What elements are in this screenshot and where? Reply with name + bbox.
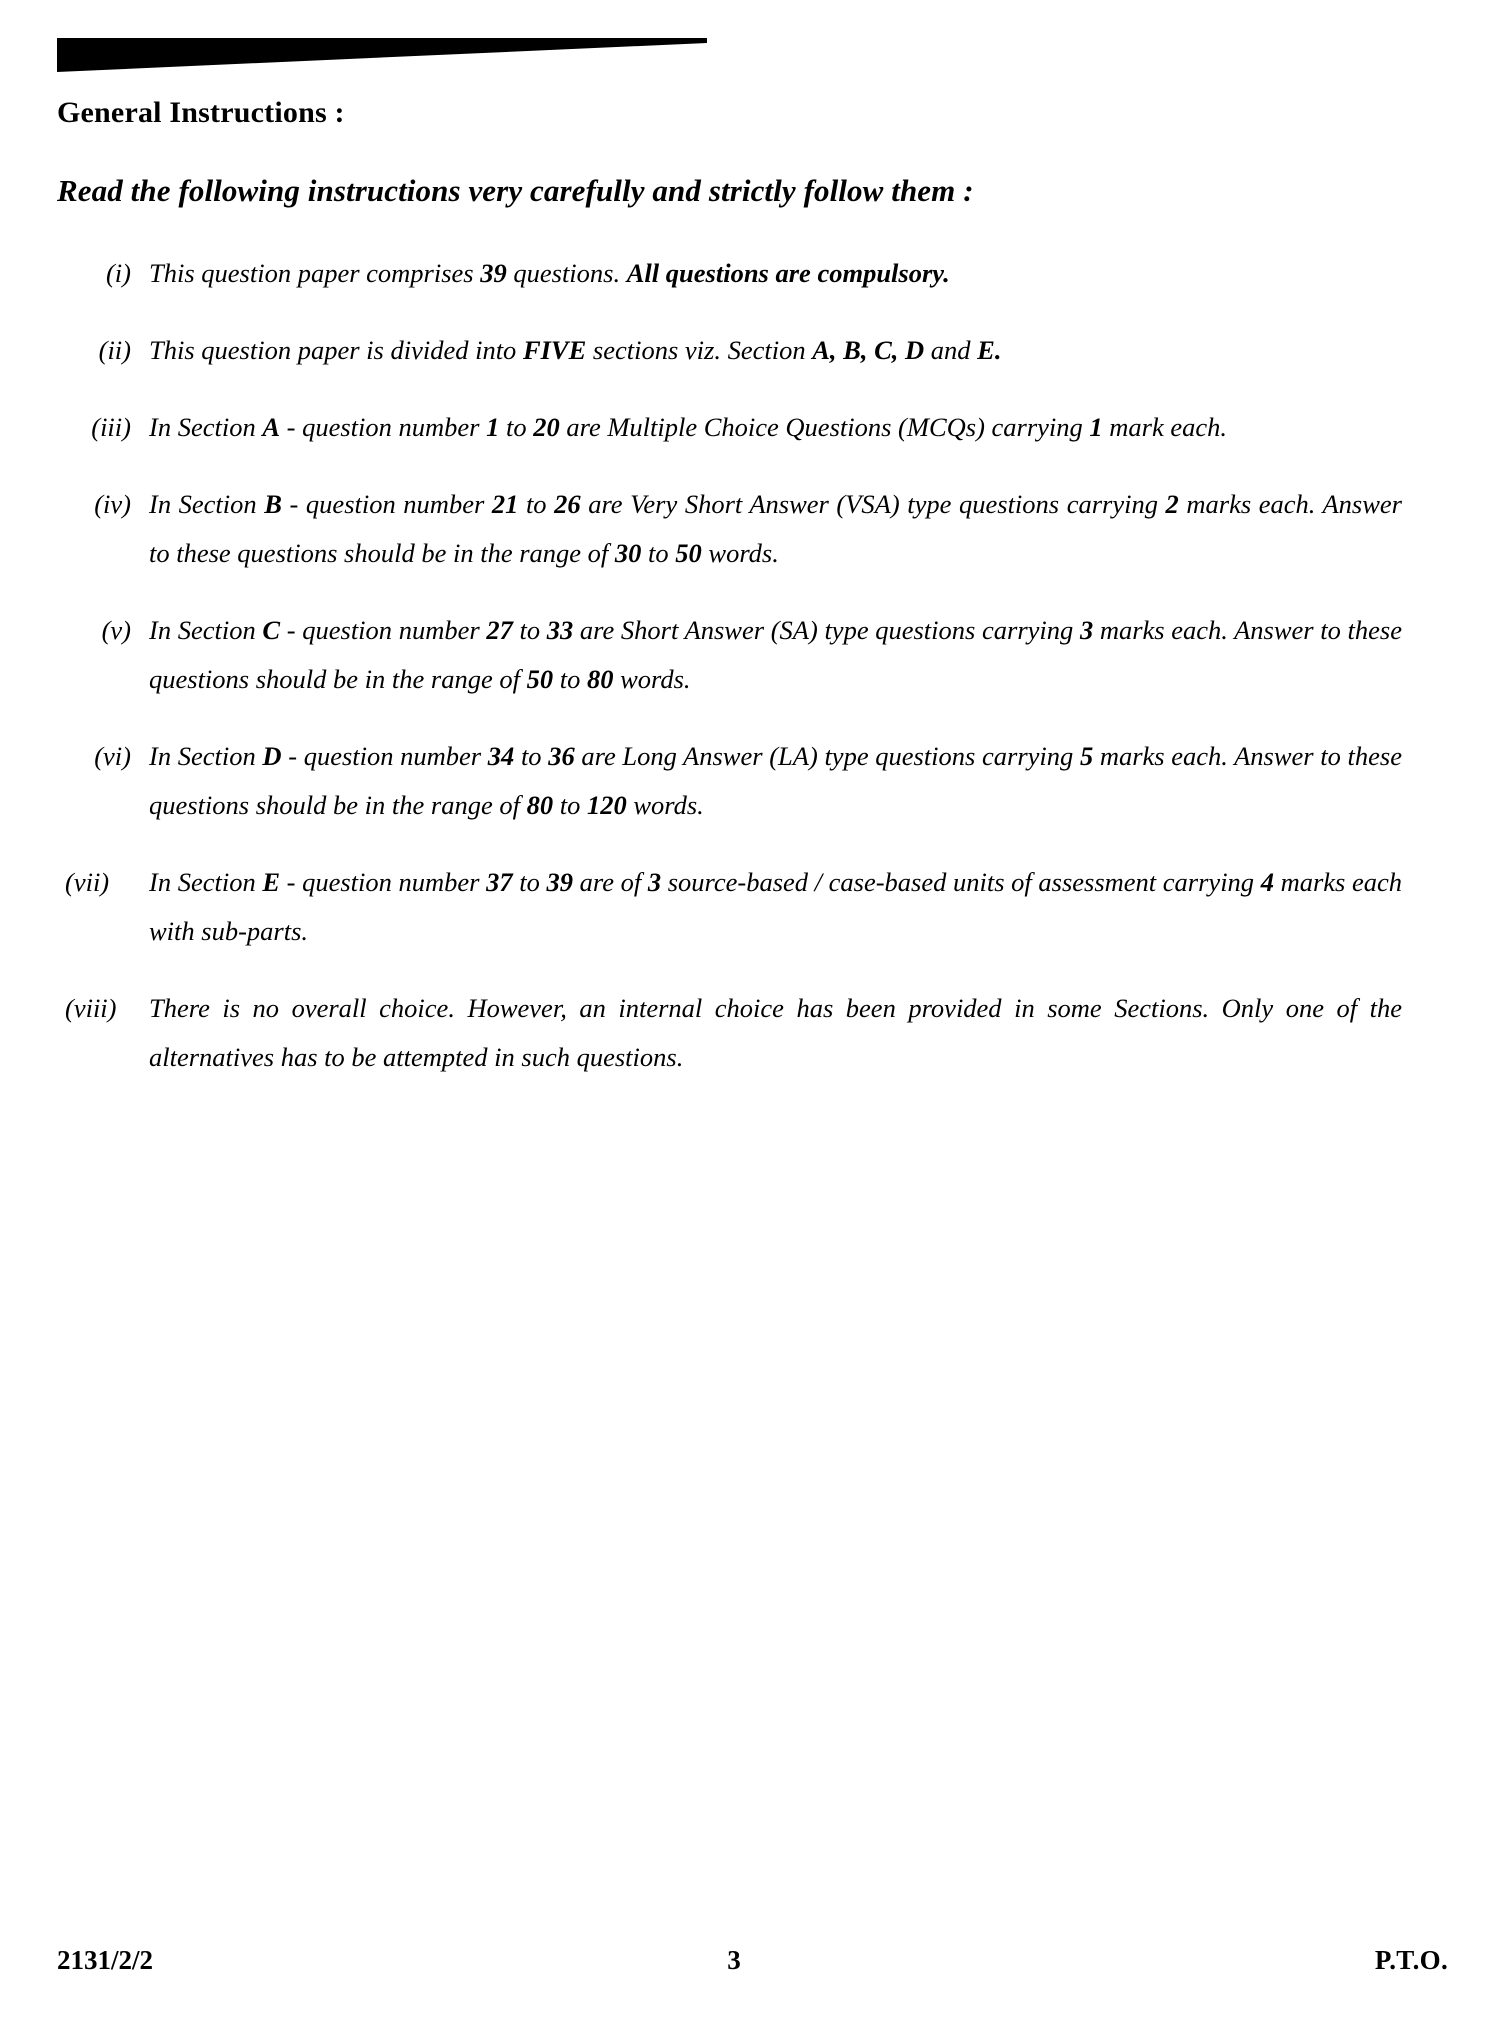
instruction-emphasis: 2 [1165, 488, 1179, 519]
instruction-text [149, 326, 1402, 375]
instruction-emphasis: B [264, 488, 282, 519]
instruction-text-run: marks each with sub-parts. [149, 866, 1402, 946]
instruction-emphasis: 80 [526, 789, 554, 820]
instruction-text-run: - question number [280, 614, 487, 645]
instruction-emphasis: 3 [1079, 614, 1094, 645]
instruction-text-run: words. [613, 663, 691, 694]
instruction-emphasis: 36 [548, 740, 575, 771]
instruction-emphasis: 26 [554, 488, 581, 519]
instruction-marker: (viii) [65, 992, 117, 1023]
instruction-emphasis: C [262, 614, 281, 645]
turn-over-label: P.T.O. [1374, 1945, 1448, 1975]
instruction-text-run: In Section [149, 740, 263, 771]
instruction-item [57, 403, 1402, 452]
instruction-item [57, 858, 1402, 956]
instruction-emphasis: 39 [546, 866, 573, 897]
instruction-item [57, 480, 1402, 578]
instruction-text [149, 249, 1402, 298]
instruction-text-run: are Short Answer (SA) type questions carrying [573, 614, 1080, 645]
instruction-text [149, 858, 1402, 956]
instruction-emphasis: 39 [480, 257, 507, 288]
page-footer [57, 1945, 1448, 1976]
instruction-text-run: This question paper is divided into [149, 334, 523, 365]
instruction-text-run: to [499, 411, 534, 442]
instruction-marker: (ii) [98, 334, 131, 365]
instruction-text-run: marks each. Answer to these questions should be in the range of [149, 488, 1402, 568]
instruction-emphasis: 27 [486, 614, 513, 645]
instruction-text-run: are Long Answer (LA) type questions carrying [574, 740, 1080, 771]
instruction-text-run: source-based / case-based units of assessment carrying [661, 866, 1261, 897]
instruction-text-run: - question number [281, 488, 492, 519]
instruction-text-run: and [924, 334, 978, 365]
instruction-marker: (iv) [94, 488, 131, 519]
instruction-text-run: There is no overall choice. However, an internal choice has been provided in some Sections. Only one of the alternatives has to be attempted in such questions. [149, 992, 1402, 1072]
instruction-emphasis: 30 [614, 537, 642, 568]
instruction-text-run: questions. [506, 257, 627, 288]
instruction-item [57, 732, 1402, 830]
instruction-text-run: sections viz. Section [586, 334, 813, 365]
instruction-marker: (v) [101, 614, 131, 645]
instructions-subtitle: Read the following instructions very carefully and strictly follow them : [57, 173, 974, 208]
instruction-marker: (vii) [65, 866, 110, 897]
instruction-text-run: to [512, 866, 547, 897]
instruction-text-run: to [553, 663, 587, 694]
instruction-emphasis: 1 [486, 411, 500, 442]
instruction-emphasis: E. [977, 334, 1002, 365]
instruction-marker: (i) [105, 257, 131, 288]
instruction-emphasis: 20 [533, 411, 560, 442]
wedge-shape-icon [57, 38, 707, 72]
instruction-item [57, 606, 1402, 704]
instruction-emphasis: 4 [1260, 866, 1274, 897]
instruction-text-run: In Section [149, 614, 263, 645]
instruction-emphasis: 37 [486, 866, 513, 897]
instruction-item [57, 249, 1402, 298]
instruction-marker: (iii) [91, 411, 131, 442]
instruction-text-run: to [514, 740, 549, 771]
instruction-emphasis: FIVE [522, 334, 587, 365]
instruction-text-run: are of [572, 866, 648, 897]
instruction-text [149, 480, 1402, 578]
instruction-item [57, 326, 1402, 375]
instruction-text-run: In Section [149, 866, 263, 897]
instruction-emphasis: 3 [647, 866, 662, 897]
instruction-emphasis: 21 [491, 488, 519, 519]
instruction-text-run: to [553, 789, 587, 820]
instruction-emphasis: D [262, 740, 282, 771]
instruction-text-run: - question number [280, 411, 487, 442]
instruction-marker: (vi) [94, 740, 131, 771]
header-wedge-decoration [57, 38, 707, 72]
instruction-emphasis: A [262, 411, 281, 442]
instruction-emphasis: 33 [546, 614, 574, 645]
instruction-emphasis: 5 [1079, 740, 1094, 771]
instruction-text-run: words. [701, 537, 779, 568]
instruction-text [149, 984, 1402, 1082]
instructions-section [57, 96, 1402, 1082]
instructions-list [57, 249, 1402, 1082]
instruction-text-run: This question paper comprises [149, 257, 481, 288]
instruction-text-run: to [512, 614, 547, 645]
instruction-text-run: In Section [149, 411, 263, 442]
instruction-emphasis: 1 [1089, 411, 1103, 442]
instruction-text [149, 403, 1402, 452]
instruction-emphasis: A, B, C, D [812, 334, 925, 365]
page-title: General Instructions : [57, 96, 345, 129]
instruction-emphasis: 34 [487, 740, 515, 771]
instruction-text-run: marks each. Answer to these questions should be in the range of [149, 740, 1402, 820]
instruction-text-run: - question number [281, 740, 488, 771]
instruction-text [149, 732, 1402, 830]
instruction-emphasis: 120 [586, 789, 627, 820]
instruction-text-run: are Very Short Answer (VSA) type questions carrying [580, 488, 1166, 519]
instruction-emphasis: 80 [586, 663, 614, 694]
instruction-text-run: words. [626, 789, 704, 820]
instruction-text-run: to [641, 537, 676, 568]
page-number: 3 [727, 1945, 741, 1975]
instruction-text-run: are Multiple Choice Questions (MCQs) carrying [559, 411, 1090, 442]
paper-code: 2131/2/2 [57, 1945, 154, 1975]
instruction-emphasis: 50 [526, 663, 554, 694]
instruction-text-run: - question number [280, 866, 487, 897]
instruction-text-run: marks each. Answer to these questions should be in the range of [149, 614, 1402, 694]
instruction-emphasis: All questions are compulsory. [626, 257, 950, 288]
instruction-text-run: mark each. [1102, 411, 1228, 442]
instruction-emphasis: E [262, 866, 281, 897]
instruction-text-run: In Section [149, 488, 265, 519]
instruction-text-run: to [518, 488, 555, 519]
instruction-emphasis: 50 [675, 537, 702, 568]
instruction-item [57, 984, 1402, 1082]
instruction-text [149, 606, 1402, 704]
